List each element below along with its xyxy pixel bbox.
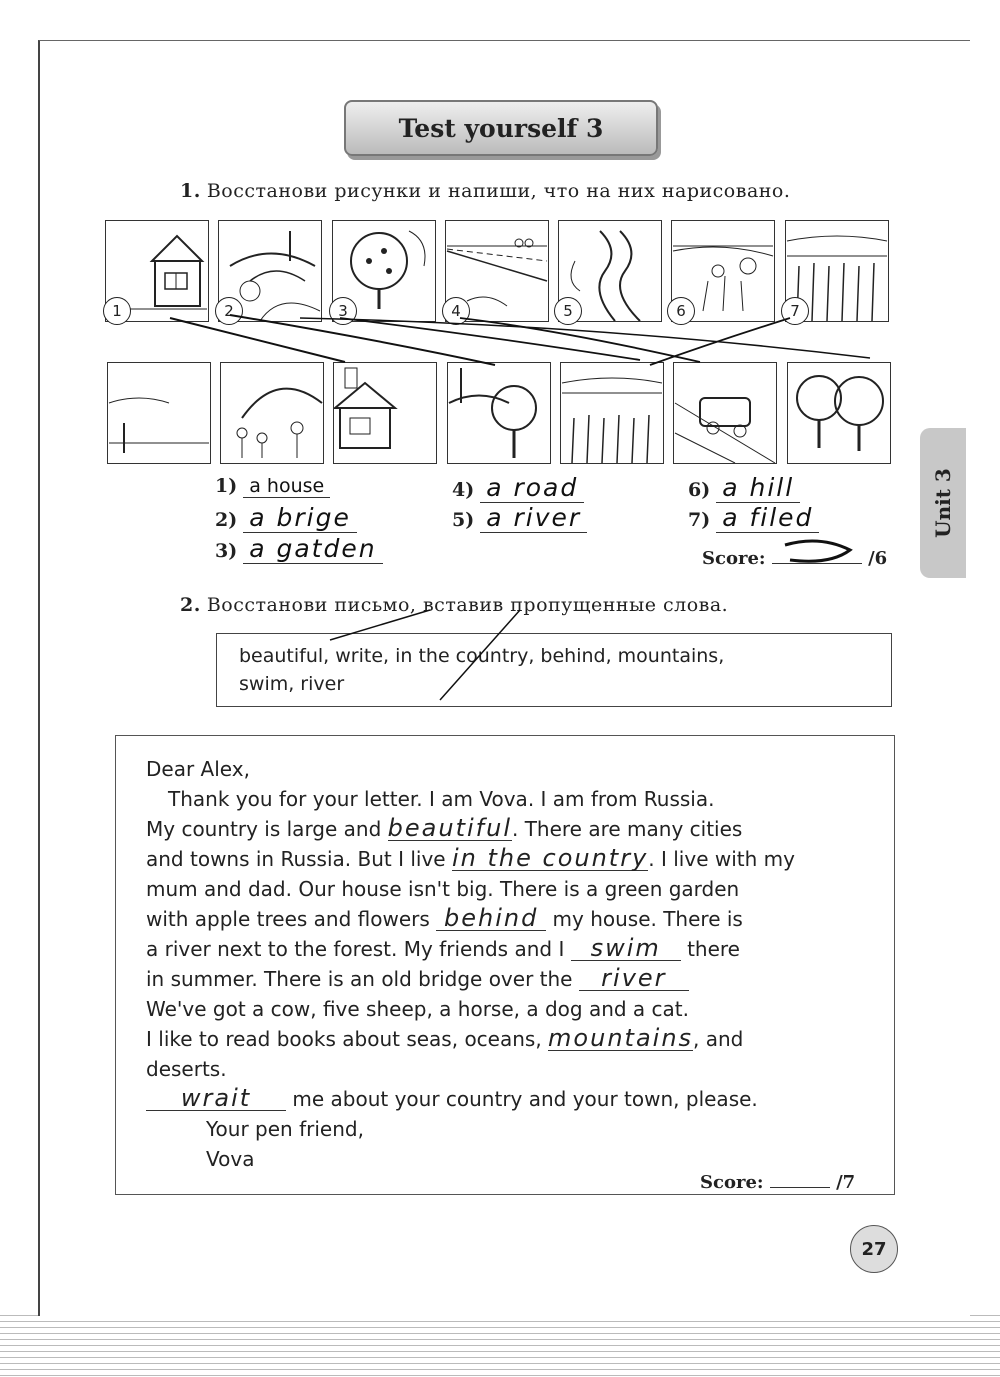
tile-number-3: 3	[329, 297, 357, 325]
tile-number-2: 2	[215, 297, 243, 325]
answer-3[interactable]: 3) a gatden	[215, 534, 383, 564]
word-bank-line-2: swim, river	[239, 673, 345, 695]
tile-bottom-2[interactable]	[220, 362, 324, 464]
tile-bottom-1[interactable]	[107, 362, 211, 464]
letter-line-6: a river next to the forest. My friends and I swim there	[146, 934, 740, 962]
hill-flowers-icon	[221, 363, 323, 463]
blank-7[interactable]: wrait	[146, 1086, 286, 1111]
tile-bottom-7[interactable]	[787, 362, 891, 464]
task1-score-blank[interactable]	[772, 563, 862, 564]
page-stack-edge	[0, 1310, 1000, 1377]
house-part-icon	[334, 363, 436, 463]
answer-2[interactable]: 2) a brige	[215, 503, 357, 533]
letter-line-4: mum and dad. Our house isn't big. There is a green garden	[146, 877, 740, 901]
task2-score: Score: /7	[700, 1172, 856, 1193]
answer-7[interactable]: 7) a filed	[688, 503, 819, 533]
task1-instruction: 1. Восстанови рисунки и напиши, что на них нарисовано.	[180, 180, 791, 202]
task2-score-blank[interactable]	[770, 1187, 830, 1188]
tile-number-7: 7	[781, 297, 809, 325]
tile-bottom-4[interactable]	[447, 362, 551, 464]
tile-number-1: 1	[103, 297, 131, 325]
blank-3[interactable]: behind	[436, 906, 546, 931]
answer-1[interactable]: 1) a house	[215, 475, 330, 498]
tile-number-5: 5	[554, 297, 582, 325]
letter-line-9: I like to read books about seas, oceans, mountains, and	[146, 1024, 744, 1052]
letter-card	[115, 735, 895, 1195]
letter-line-11: wrait me about your country and your town, please.	[146, 1084, 864, 1114]
letter-line-8: We've got a cow, five sheep, a horse, a dog and a cat.	[146, 997, 689, 1021]
task1-score: Score: /6	[702, 548, 888, 569]
answer-4[interactable]: 4) a road	[452, 473, 584, 503]
blank-2[interactable]: in the country	[451, 844, 649, 872]
letter-line-5: with apple trees and flowers behind my house. There is	[146, 904, 743, 932]
letter-line-10: deserts.	[146, 1057, 227, 1081]
field-part-icon	[561, 363, 663, 463]
word-bank	[216, 633, 892, 707]
letter-line-1: Thank you for your letter. I am Vova. I am from Russia.	[168, 787, 715, 811]
tile-number-4: 4	[442, 297, 470, 325]
road-car-icon	[674, 363, 776, 463]
letter-line-7: in summer. There is an old bridge over the river	[146, 964, 864, 994]
tile-number-6: 6	[667, 297, 695, 325]
tile-bottom-5[interactable]	[560, 362, 664, 464]
tile-bottom-6[interactable]	[673, 362, 777, 464]
answer-6[interactable]: 6) a hill	[688, 473, 800, 503]
answer-5[interactable]: 5) a river	[452, 503, 587, 533]
garden-trees-icon	[788, 363, 890, 463]
blank-5[interactable]: river	[579, 966, 689, 991]
unit-tab: Unit 3	[920, 428, 966, 578]
page-number: 27	[850, 1225, 898, 1273]
letter-line-2: My country is large and beautiful. There are many cities	[146, 814, 743, 842]
blank-1[interactable]: beautiful	[387, 814, 512, 842]
letter-line-3: and towns in Russia. But I live in the country. I live with my	[146, 844, 795, 872]
word-bank-line-1: beautiful, write, in the country, behind, mountains,	[239, 645, 725, 667]
blank-4[interactable]: swim	[571, 936, 681, 961]
letter-signature: Vova	[206, 1147, 255, 1171]
bridge-part-icon	[448, 363, 550, 463]
letter-greeting: Dear Alex,	[146, 757, 250, 781]
task2-instruction: 2. Восстанови письмо, вставив пропущенные слова.	[180, 594, 729, 616]
hill-part-icon	[108, 363, 210, 463]
blank-6[interactable]: mountains	[548, 1024, 694, 1052]
letter-closing: Your pen friend,	[206, 1117, 364, 1141]
tile-bottom-3[interactable]	[333, 362, 437, 464]
page-title: Test yourself 3	[344, 100, 658, 156]
